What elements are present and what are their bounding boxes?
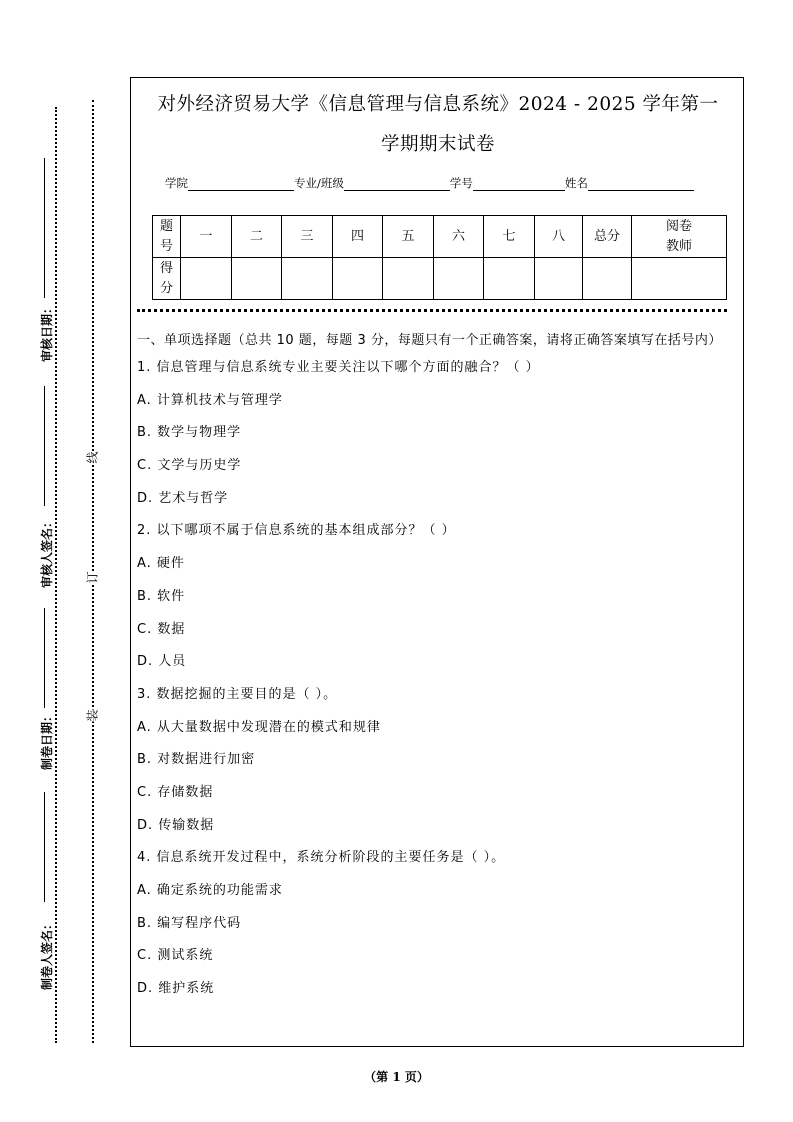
question-2-option-d: D. 人员 xyxy=(137,654,187,670)
major-label: 专业/班级 xyxy=(294,176,344,190)
review-date-label: 审核日期： xyxy=(40,301,54,362)
question-1-option-a: A. 计算机技术与管理学 xyxy=(137,392,283,408)
score-cell-header-4: 四 xyxy=(333,216,383,258)
score-cell-score-label: 得 分 xyxy=(153,258,181,300)
score-input-2[interactable] xyxy=(232,258,282,300)
question-1-option-d: D. 艺术与哲学 xyxy=(137,490,229,506)
question-3-stem: 3. 数据挖掘的主要目的是（ ）。 xyxy=(137,686,338,702)
score-cell-header-3: 三 xyxy=(282,216,333,258)
bind-char-ding: 订 xyxy=(85,571,100,584)
question-4-stem: 4. 信息系统开发过程中，系统分析阶段的主要任务是（ ）。 xyxy=(137,850,506,866)
score-cell-header-1: 一 xyxy=(181,216,232,258)
question-4-option-b: B. 编写程序代码 xyxy=(137,915,242,931)
reviewer-sign-label: 审核人签名： xyxy=(40,515,54,588)
bind-char-zhuang: 装 xyxy=(85,709,100,722)
score-cell-header-5: 五 xyxy=(383,216,434,258)
dotted-separator xyxy=(137,309,727,312)
question-2-option-c: C. 数据 xyxy=(137,621,186,637)
name-label: 姓名 xyxy=(564,176,588,190)
bind-char-xian: 线 xyxy=(85,451,100,464)
question-3-option-b: B. 对数据进行加密 xyxy=(137,752,256,768)
score-table-score-row xyxy=(153,258,727,300)
question-1-stem: 1. 信息管理与信息系统专业主要关注以下哪个方面的融合？（ ） xyxy=(137,360,540,375)
score-input-total[interactable] xyxy=(583,258,632,300)
section-title: 一、单项选择题（总共 10 题，每题 3 分，每题只有一个正确答案，请将正确答案填写在括号内） xyxy=(137,333,722,348)
score-input-1[interactable] xyxy=(181,258,232,300)
page-number: （第 1 页） xyxy=(364,1070,429,1084)
student-id-label: 学号 xyxy=(449,176,473,190)
exam-title-line1: 对外经济贸易大学《信息管理与信息系统》2024 - 2025 学年第一 xyxy=(157,94,719,115)
reviewer-sign-line xyxy=(44,386,45,506)
question-4-option-a: A. 确定系统的功能需求 xyxy=(137,883,283,898)
score-cell-question-label: 题 号 xyxy=(153,216,181,258)
left-dotted-line xyxy=(55,107,57,1043)
question-4-option-d: D. 维护系统 xyxy=(137,981,215,997)
score-table xyxy=(152,215,727,300)
maker-sign-label: 制卷人签名： xyxy=(40,917,54,990)
college-field[interactable] xyxy=(188,178,294,191)
score-table-header-row xyxy=(153,216,727,258)
score-input-4[interactable] xyxy=(333,258,383,300)
major-field[interactable] xyxy=(344,178,450,191)
student-info-row xyxy=(165,175,694,191)
make-date-label: 制卷日期： xyxy=(40,709,54,770)
student-id-field[interactable] xyxy=(473,178,565,191)
question-2-option-b: B. 软件 xyxy=(137,588,186,604)
score-input-5[interactable] xyxy=(383,258,434,300)
score-cell-header-6: 六 xyxy=(434,216,484,258)
exam-title-line2: 学期期末试卷 xyxy=(380,134,495,155)
question-2-option-a: A. 硬件 xyxy=(137,556,185,572)
maker-sign-line xyxy=(44,792,45,902)
score-cell-header-2: 二 xyxy=(232,216,282,258)
question-3-option-a: A. 从大量数据中发现潜在的模式和规律 xyxy=(137,719,381,735)
score-input-7[interactable] xyxy=(484,258,535,300)
question-1-option-b: B. 数学与物理学 xyxy=(137,425,242,441)
score-input-8[interactable] xyxy=(535,258,583,300)
question-2-stem: 2. 以下哪项不属于信息系统的基本组成部分？（ ） xyxy=(137,523,456,539)
question-3-option-c: C. 存储数据 xyxy=(137,784,214,800)
score-cell-header-8: 八 xyxy=(535,216,583,258)
score-cell-header-total: 总分 xyxy=(583,216,632,258)
make-date-line xyxy=(44,608,45,708)
score-input-grader[interactable] xyxy=(632,258,727,300)
college-label: 学院 xyxy=(165,176,188,190)
score-input-6[interactable] xyxy=(434,258,484,300)
review-date-line xyxy=(44,158,45,298)
score-cell-header-7: 七 xyxy=(484,216,535,258)
name-field[interactable] xyxy=(588,178,694,191)
section-single-choice xyxy=(137,330,737,1011)
score-cell-header-grader: 阅卷 教师 xyxy=(632,216,727,258)
binding-margin xyxy=(0,0,120,1122)
score-input-3[interactable] xyxy=(282,258,333,300)
question-3-option-d: D. 传输数据 xyxy=(137,817,215,833)
exam-frame xyxy=(130,77,744,1047)
question-4-option-c: C. 测试系统 xyxy=(137,948,214,964)
question-1-option-c: C. 文学与历史学 xyxy=(137,458,242,474)
